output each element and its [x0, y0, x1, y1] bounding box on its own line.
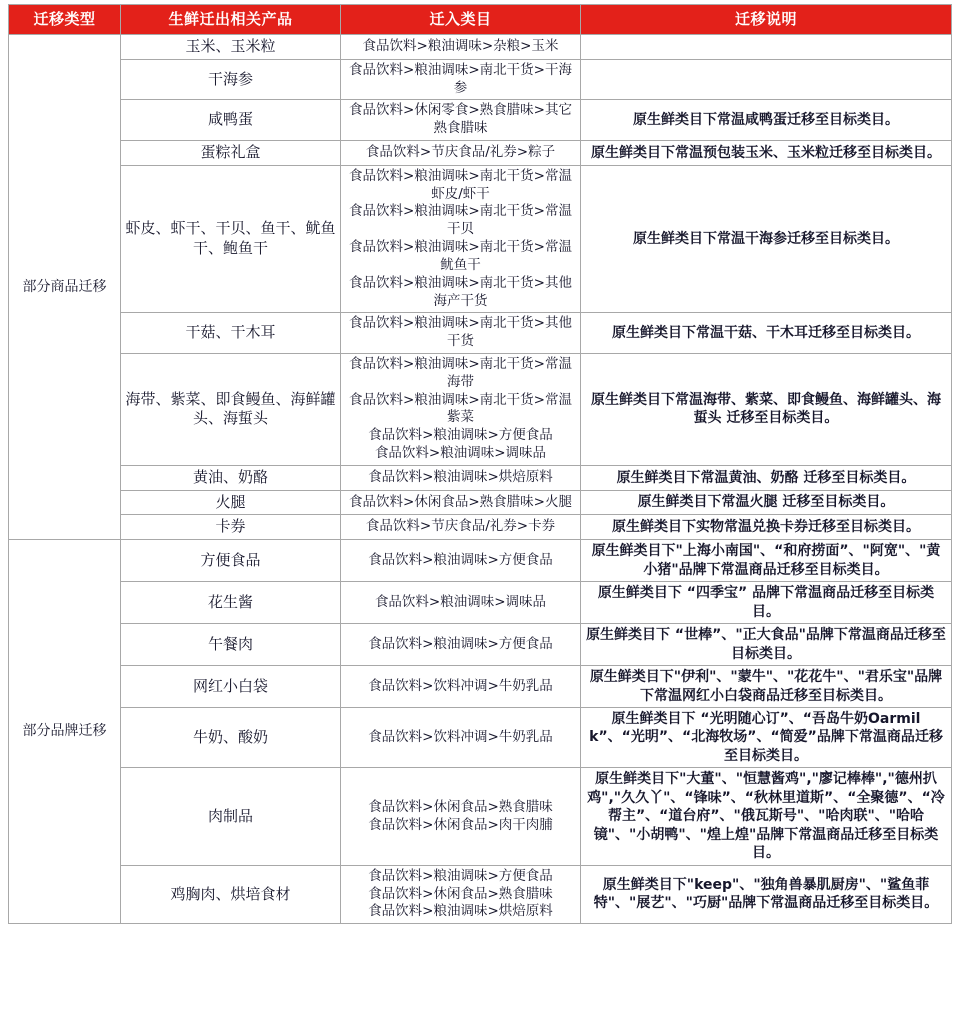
- product-cell: 咸鸭蛋: [121, 100, 341, 141]
- category-path: 食品饮料>休闲食品>肉干肉脯: [368, 816, 553, 833]
- category-path: 食品饮料>粮油调味>方便食品: [368, 635, 553, 652]
- table-body: [9, 35, 952, 924]
- migration-note-cell: 原生鲜类目下 “世棒”、"正大食品"品牌下常温商品迁移至目标类目。: [581, 624, 952, 666]
- category-path: 食品饮料>休闲食品>熟食腊味: [368, 885, 553, 902]
- product-cell: 虾皮、虾干、干贝、鱼干、鱿鱼干、鲍鱼干: [121, 165, 341, 313]
- category-path: 食品饮料>休闲食品>熟食腊味: [368, 798, 553, 815]
- target-category-cell: [341, 465, 581, 490]
- product-cell: 海带、紫菜、即食鳗鱼、海鲜罐头、海蜇头: [121, 353, 341, 465]
- migration-note-cell: 原生鲜类目下常温预包装玉米、玉米粒迁移至目标类目。: [581, 141, 952, 166]
- category-path: 食品饮料>粮油调味>南北干货>常温紫菜: [349, 391, 572, 426]
- table-row: [9, 313, 952, 354]
- target-category-cell: [341, 59, 581, 100]
- category-path: 食品饮料>粮油调味>调味品: [374, 593, 547, 610]
- product-cell: 黄油、奶酪: [121, 465, 341, 490]
- migration-type-cell: 部分商品迁移: [9, 35, 121, 540]
- migration-note-cell: 原生鲜类目下实物常温兑换卡券迁移至目标类目。: [581, 515, 952, 540]
- product-cell: 鸡胸肉、烘培食材: [121, 865, 341, 923]
- category-path: 食品饮料>粮油调味>方便食品: [368, 867, 553, 884]
- product-cell: 干海参: [121, 59, 341, 100]
- category-path: 食品饮料>粮油调味>南北干货>常温干贝: [349, 203, 572, 238]
- category-path: 食品饮料>粮油调味>南北干货>其他干货: [349, 315, 572, 350]
- table-row: [9, 59, 952, 100]
- column-header-target-category: 迁入类目: [341, 5, 581, 35]
- table-row: [9, 515, 952, 540]
- target-category-cell: [341, 768, 581, 865]
- category-path: 食品饮料>粮油调味>南北干货>常温鱿鱼干: [349, 239, 572, 273]
- category-path: 食品饮料>粮油调味>南北干货>常温虾皮/虾干: [349, 167, 572, 202]
- category-path: 食品饮料>粮油调味>烘焙原料: [368, 468, 553, 485]
- category-path: 食品饮料>节庆食品/礼券>粽子: [365, 144, 556, 161]
- target-category-cell: [341, 490, 581, 515]
- table-row: [9, 540, 952, 582]
- target-category-cell: [341, 582, 581, 624]
- table-row: [9, 353, 952, 465]
- product-cell: 网红小白袋: [121, 666, 341, 708]
- target-category-cell: [341, 707, 581, 767]
- category-path: 食品饮料>粮油调味>方便食品: [368, 427, 553, 444]
- product-cell: 午餐肉: [121, 624, 341, 666]
- migration-table: [8, 4, 952, 924]
- migration-note-cell: 原生鲜类目下 “光明随心订”、“吾岛牛奶Oarmilk”、“光明”、“北海牧场”、“简爱”品牌下常温商品迁移至目标类目。: [581, 707, 952, 767]
- category-path: 食品饮料>饮料冲调>牛奶乳品: [368, 728, 553, 745]
- migration-note-cell: 原生鲜类目下常温火腿 迁移至目标类目。: [581, 490, 952, 515]
- product-cell: 方便食品: [121, 540, 341, 582]
- target-category-cell: [341, 624, 581, 666]
- table-row: [9, 624, 952, 666]
- table-row: [9, 165, 952, 313]
- product-cell: 卡券: [121, 515, 341, 540]
- target-category-cell: [341, 353, 581, 465]
- table-header: [9, 5, 952, 35]
- category-path: 食品饮料>粮油调味>南北干货>其他海产干货: [349, 274, 572, 309]
- table-row: [9, 768, 952, 865]
- column-header-note: 迁移说明: [581, 5, 952, 35]
- product-cell: 干菇、干木耳: [121, 313, 341, 354]
- category-path: 食品饮料>粮油调味>调味品: [374, 445, 547, 462]
- migration-note-cell: [581, 35, 952, 60]
- table-row: [9, 141, 952, 166]
- target-category-cell: [341, 666, 581, 708]
- target-category-cell: [341, 100, 581, 141]
- category-path: 食品饮料>粮油调味>南北干货>干海参: [349, 61, 572, 96]
- category-path: 食品饮料>粮油调味>烘焙原料: [368, 903, 553, 920]
- table-row: [9, 35, 952, 60]
- table-row: [9, 465, 952, 490]
- product-cell: 火腿: [121, 490, 341, 515]
- migration-note-cell: 原生鲜类目下 “四季宝” 品牌下常温商品迁移至目标类目。: [581, 582, 952, 624]
- category-path: 食品饮料>粮油调味>南北干货>常温海带: [349, 355, 572, 390]
- target-category-cell: [341, 165, 581, 313]
- product-cell: 花生酱: [121, 582, 341, 624]
- category-path: 食品饮料>饮料冲调>牛奶乳品: [368, 677, 553, 694]
- table-row: [9, 582, 952, 624]
- target-category-cell: [341, 515, 581, 540]
- column-header-migration-type: 迁移类型: [9, 5, 121, 35]
- column-header-product: 生鲜迁出相关产品: [121, 5, 341, 35]
- category-path: 食品饮料>粮油调味>杂粮>玉米: [362, 37, 559, 54]
- migration-note-cell: 原生鲜类目下"keep"、"独角兽暴肌厨房"、"鲨鱼菲特"、"展艺"、"巧厨"品牌下常温商品迁移至目标类目。: [581, 865, 952, 923]
- migration-note-cell: 原生鲜类目下常温干菇、干木耳迁移至目标类目。: [581, 313, 952, 354]
- target-category-cell: [341, 313, 581, 354]
- product-cell: 蛋粽礼盒: [121, 141, 341, 166]
- migration-note-cell: 原生鲜类目下常温海带、紫菜、即食鳗鱼、海鲜罐头、海蜇头 迁移至目标类目。: [581, 353, 952, 465]
- category-path: 食品饮料>节庆食品/礼券>卡券: [365, 518, 556, 535]
- migration-note-cell: [581, 59, 952, 100]
- target-category-cell: [341, 865, 581, 923]
- product-cell: 肉制品: [121, 768, 341, 865]
- category-path: 食品饮料>休闲食品>熟食腊味>火腿: [349, 493, 572, 510]
- product-cell: 牛奶、酸奶: [121, 707, 341, 767]
- migration-note-cell: 原生鲜类目下"大董"、"恒慧酱鸡","廖记棒棒","德州扒鸡","久久丫"、“锋味”、“秋林里道斯”、“全聚德”、“冷帮主”、“道台府”、"俄瓦斯号"、"哈肉联"、"哈哈镜"、"小胡鸭"、"煌上煌"品牌下常温商品迁移至目标类目。: [581, 768, 952, 865]
- table-row: [9, 865, 952, 923]
- category-path: 食品饮料>粮油调味>方便食品: [368, 551, 553, 568]
- product-cell: 玉米、玉米粒: [121, 35, 341, 60]
- migration-note-cell: 原生鲜类目下常温咸鸭蛋迁移至目标类目。: [581, 100, 952, 141]
- target-category-cell: [341, 35, 581, 60]
- target-category-cell: [341, 540, 581, 582]
- migration-note-cell: 原生鲜类目下常温干海参迁移至目标类目。: [581, 165, 952, 313]
- migration-note-cell: 原生鲜类目下"伊利"、"蒙牛"、"花花牛"、"君乐宝"品牌下常温网红小白袋商品迁移至目标类目。: [581, 666, 952, 708]
- table-row: [9, 666, 952, 708]
- table-row: [9, 100, 952, 141]
- migration-type-cell: 部分品牌迁移: [9, 540, 121, 924]
- table-row: [9, 490, 952, 515]
- table-row: [9, 707, 952, 767]
- migration-note-cell: 原生鲜类目下"上海小南国"、“和府捞面”、"阿宽"、"黄小猪"品牌下常温商品迁移至目标类目。: [581, 540, 952, 582]
- category-path: 食品饮料>休闲零食>熟食腊味>其它熟食腊味: [349, 102, 572, 137]
- target-category-cell: [341, 141, 581, 166]
- table-header-row: [9, 5, 952, 35]
- migration-note-cell: 原生鲜类目下常温黄油、奶酪 迁移至目标类目。: [581, 465, 952, 490]
